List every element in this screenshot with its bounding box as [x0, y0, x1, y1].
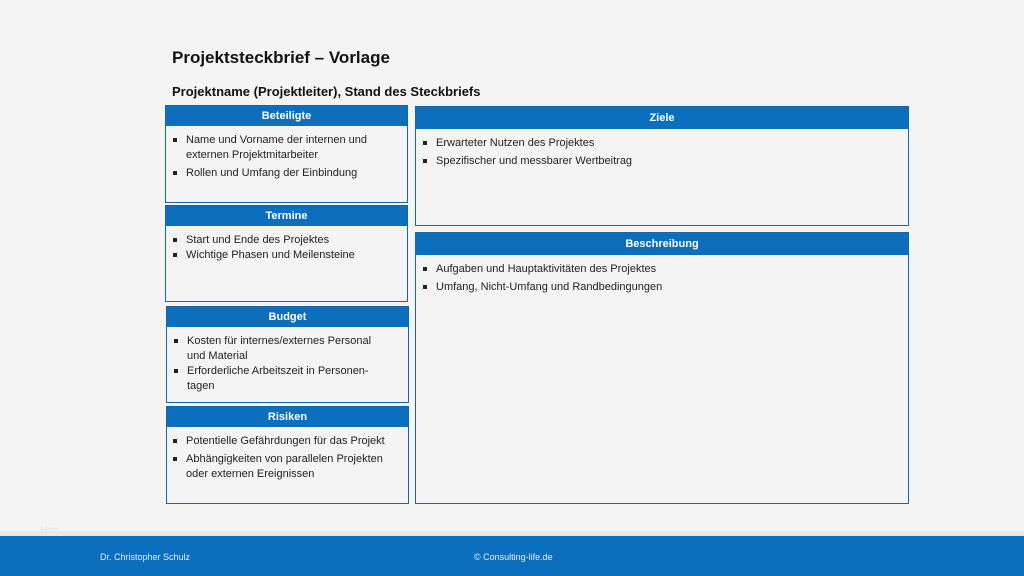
- list-item: Spezifischer und messbarer Wertbeitrag: [436, 154, 900, 169]
- box-termine-list: [166, 226, 407, 263]
- footer-copyright: © Consulting-life.de: [474, 552, 553, 562]
- footer: [0, 536, 1024, 576]
- box-beteiligte-list: [166, 126, 407, 181]
- box-beschreibung-header: Beschreibung: [416, 233, 908, 255]
- box-budget-list: [167, 327, 408, 394]
- box-termine: [165, 205, 408, 302]
- list-item: Umfang, Nicht-Umfang und Randbedingungen: [436, 280, 900, 295]
- box-risiken: [166, 406, 409, 504]
- box-risiken-list: [167, 427, 408, 482]
- box-ziele-header: Ziele: [416, 107, 908, 129]
- list-item: Aufgaben und Hauptaktivitäten des Projektes: [436, 262, 900, 277]
- box-beschreibung: [415, 232, 909, 504]
- page-title: Projektsteckbrief – Vorlage: [172, 48, 390, 67]
- box-risiken-header: Risiken: [167, 407, 408, 427]
- list-item: Rollen und Umfang der Einbindung: [186, 166, 399, 181]
- list-item: Erforderliche Arbeitszeit in Personen-tagen: [187, 364, 388, 394]
- box-budget: [166, 306, 409, 403]
- list-item: Erwarteter Nutzen des Projektes: [436, 136, 900, 151]
- box-beteiligte: [165, 105, 408, 203]
- box-ziele: [415, 106, 909, 226]
- page-subtitle: Projektname (Projektleiter), Stand des Steckbriefs: [172, 84, 481, 99]
- list-item: Kosten für internes/externes Personal und Material: [187, 334, 388, 364]
- list-item: Start und Ende des Projektes: [186, 233, 399, 248]
- box-beteiligte-header: Beteiligte: [166, 106, 407, 126]
- list-item: Name und Vorname der internen und externen Projektmitarbeiter: [186, 133, 399, 163]
- list-item: Abhängigkeiten von parallelen Projekten oder externen Ereignissen: [186, 452, 402, 482]
- list-item: Potentielle Gefährdungen für das Projekt: [186, 434, 402, 449]
- list-item: Wichtige Phasen und Meilensteine: [186, 248, 399, 263]
- box-budget-header: Budget: [167, 307, 408, 327]
- box-termine-header: Termine: [166, 206, 407, 226]
- box-ziele-list: [416, 129, 908, 169]
- box-beschreibung-list: [416, 255, 908, 295]
- footer-author: Dr. Christopher Schulz: [100, 552, 191, 562]
